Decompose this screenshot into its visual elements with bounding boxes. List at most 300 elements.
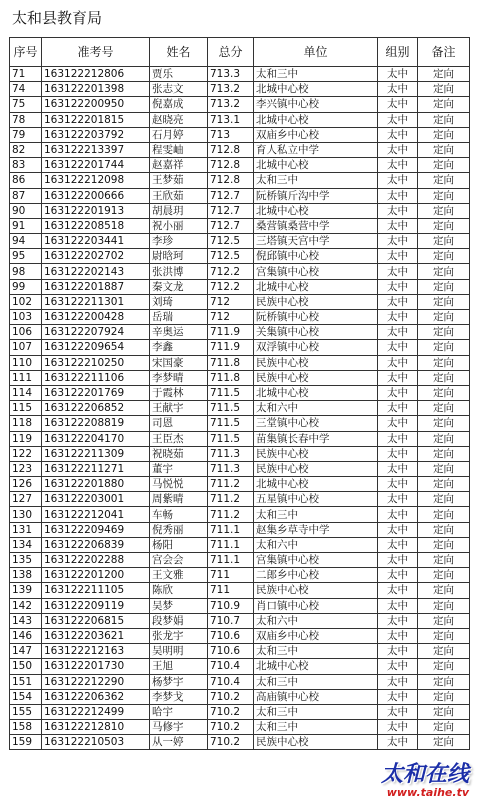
cell-exam-number: 163122201913	[42, 203, 150, 218]
cell-total-score: 712.8	[208, 173, 254, 188]
cell-unit: 民族中心校	[254, 735, 378, 750]
cell-seq: 103	[10, 310, 42, 325]
cell-exam-number: 163122208518	[42, 218, 150, 233]
cell-exam-number: 163122209469	[42, 522, 150, 537]
cell-note: 定向	[418, 628, 470, 643]
cell-seq: 86	[10, 173, 42, 188]
cell-note: 定向	[418, 310, 470, 325]
cell-unit: 民族中心校	[254, 461, 378, 476]
cell-group: 太中	[378, 264, 418, 279]
cell-exam-number: 163122202288	[42, 553, 150, 568]
cell-name: 倪秀丽	[150, 522, 208, 537]
cell-note: 定向	[418, 82, 470, 97]
table-row	[10, 735, 470, 750]
table-row	[10, 158, 470, 173]
cell-name: 张志文	[150, 82, 208, 97]
cell-note: 定向	[418, 477, 470, 492]
cell-total-score: 712.5	[208, 234, 254, 249]
cell-total-score: 711.3	[208, 446, 254, 461]
cell-name: 李鑫	[150, 340, 208, 355]
cell-name: 王欣茹	[150, 188, 208, 203]
table-row	[10, 568, 470, 583]
cell-seq: 135	[10, 553, 42, 568]
cell-unit: 太和六中	[254, 401, 378, 416]
cell-unit: 民族中心校	[254, 370, 378, 385]
table-body	[10, 67, 470, 750]
cell-total-score: 711.8	[208, 370, 254, 385]
cell-note: 定向	[418, 355, 470, 370]
cell-seq: 71	[10, 67, 42, 82]
cell-name: 马修宇	[150, 720, 208, 735]
cell-note: 定向	[418, 416, 470, 431]
cell-exam-number: 163122212290	[42, 674, 150, 689]
table-row	[10, 431, 470, 446]
cell-unit: 太和三中	[254, 644, 378, 659]
watermark-logo-text: 太和在线	[380, 762, 469, 787]
cell-group: 太中	[378, 279, 418, 294]
cell-group: 太中	[378, 461, 418, 476]
table-row	[10, 644, 470, 659]
cell-name: 杨阳	[150, 537, 208, 552]
cell-group: 太中	[378, 188, 418, 203]
cell-exam-number: 163122200428	[42, 310, 150, 325]
cell-unit: 阮桥镇斤沟中学	[254, 188, 378, 203]
table-row	[10, 112, 470, 127]
cell-seq: 150	[10, 659, 42, 674]
cell-name: 董宇	[150, 461, 208, 476]
table-row	[10, 628, 470, 643]
cell-name: 司恩	[150, 416, 208, 431]
cell-total-score: 711.1	[208, 522, 254, 537]
cell-exam-number: 163122209119	[42, 598, 150, 613]
cell-total-score: 712.2	[208, 264, 254, 279]
cell-group: 太中	[378, 294, 418, 309]
cell-total-score: 713.2	[208, 97, 254, 112]
cell-name: 祝晓茹	[150, 446, 208, 461]
cell-name: 杨梦宇	[150, 674, 208, 689]
cell-name: 石月婷	[150, 127, 208, 142]
cell-exam-number: 163122211105	[42, 583, 150, 598]
cell-seq: 155	[10, 704, 42, 719]
cell-note: 定向	[418, 583, 470, 598]
cell-exam-number: 163122209654	[42, 340, 150, 355]
cell-total-score: 713.1	[208, 112, 254, 127]
cell-exam-number: 163122212806	[42, 67, 150, 82]
cell-unit: 双浮镇中心校	[254, 340, 378, 355]
table-header-row	[10, 38, 470, 67]
cell-seq: 78	[10, 112, 42, 127]
cell-exam-number: 163122212810	[42, 720, 150, 735]
table-row	[10, 279, 470, 294]
cell-name: 吴梦	[150, 598, 208, 613]
cell-note: 定向	[418, 173, 470, 188]
table-row	[10, 370, 470, 385]
cell-note: 定向	[418, 279, 470, 294]
page-title: 太和县教育局	[12, 9, 103, 27]
cell-group: 太中	[378, 385, 418, 400]
cell-group: 太中	[378, 310, 418, 325]
cell-group: 太中	[378, 234, 418, 249]
cell-seq: 111	[10, 370, 42, 385]
cell-exam-number: 163122211301	[42, 294, 150, 309]
table-row	[10, 446, 470, 461]
cell-exam-number: 163122206362	[42, 689, 150, 704]
cell-exam-number: 163122210503	[42, 735, 150, 750]
cell-seq: 134	[10, 537, 42, 552]
cell-unit: 北城中心校	[254, 112, 378, 127]
table-row	[10, 689, 470, 704]
cell-exam-number: 163122212163	[42, 644, 150, 659]
cell-note: 定向	[418, 659, 470, 674]
cell-total-score: 710.2	[208, 735, 254, 750]
cell-note: 定向	[418, 689, 470, 704]
cell-group: 太中	[378, 67, 418, 82]
cell-exam-number: 163122203792	[42, 127, 150, 142]
cell-group: 太中	[378, 97, 418, 112]
cell-exam-number: 163122201744	[42, 158, 150, 173]
cell-unit: 太和三中	[254, 507, 378, 522]
cell-seq: 146	[10, 628, 42, 643]
cell-unit: 宫集镇中心校	[254, 264, 378, 279]
cell-total-score: 711.3	[208, 461, 254, 476]
table-row	[10, 598, 470, 613]
cell-group: 太中	[378, 628, 418, 643]
cell-group: 太中	[378, 249, 418, 264]
table-row	[10, 142, 470, 157]
cell-seq: 95	[10, 249, 42, 264]
cell-exam-number: 163122206839	[42, 537, 150, 552]
table-row	[10, 537, 470, 552]
cell-group: 太中	[378, 598, 418, 613]
cell-seq: 127	[10, 492, 42, 507]
cell-name: 赵嘉祥	[150, 158, 208, 173]
cell-exam-number: 163122208819	[42, 416, 150, 431]
cell-seq: 154	[10, 689, 42, 704]
cell-name: 张洪博	[150, 264, 208, 279]
cell-total-score: 712.7	[208, 203, 254, 218]
cell-group: 太中	[378, 537, 418, 552]
cell-note: 定向	[418, 294, 470, 309]
cell-group: 太中	[378, 644, 418, 659]
cell-note: 定向	[418, 142, 470, 157]
cell-group: 太中	[378, 492, 418, 507]
cell-group: 太中	[378, 401, 418, 416]
cell-group: 太中	[378, 674, 418, 689]
cell-name: 段梦娟	[150, 613, 208, 628]
header-unit: 单位	[254, 38, 378, 67]
cell-note: 定向	[418, 431, 470, 446]
cell-total-score: 710.6	[208, 644, 254, 659]
cell-group: 太中	[378, 689, 418, 704]
cell-seq: 99	[10, 279, 42, 294]
cell-total-score: 711.2	[208, 477, 254, 492]
cell-name: 从一婷	[150, 735, 208, 750]
cell-exam-number: 163122211309	[42, 446, 150, 461]
cell-seq: 106	[10, 325, 42, 340]
cell-unit: 育人私立中学	[254, 142, 378, 157]
table-row	[10, 613, 470, 628]
cell-seq: 118	[10, 416, 42, 431]
cell-name: 哈宇	[150, 704, 208, 719]
cell-group: 太中	[378, 340, 418, 355]
cell-group: 太中	[378, 735, 418, 750]
cell-name: 王文雅	[150, 568, 208, 583]
cell-total-score: 712.7	[208, 218, 254, 233]
cell-name: 尉晗珂	[150, 249, 208, 264]
cell-total-score: 710.2	[208, 704, 254, 719]
cell-note: 定向	[418, 461, 470, 476]
cell-total-score: 710.7	[208, 613, 254, 628]
cell-note: 定向	[418, 127, 470, 142]
cell-note: 定向	[418, 340, 470, 355]
cell-total-score: 711.9	[208, 340, 254, 355]
table-row	[10, 492, 470, 507]
cell-name: 宋国豪	[150, 355, 208, 370]
cell-group: 太中	[378, 416, 418, 431]
cell-name: 胡晨玥	[150, 203, 208, 218]
cell-exam-number: 163122203621	[42, 628, 150, 643]
admission-table	[9, 37, 470, 750]
cell-unit: 苗集镇长春中学	[254, 431, 378, 446]
cell-note: 定向	[418, 325, 470, 340]
cell-total-score: 712.5	[208, 249, 254, 264]
cell-exam-number: 163122202143	[42, 264, 150, 279]
cell-name: 李珍	[150, 234, 208, 249]
cell-group: 太中	[378, 370, 418, 385]
cell-group: 太中	[378, 522, 418, 537]
cell-seq: 74	[10, 82, 42, 97]
header-exam-number: 准考号	[42, 38, 150, 67]
table-row	[10, 294, 470, 309]
cell-group: 太中	[378, 158, 418, 173]
table-row	[10, 385, 470, 400]
cell-unit: 三堂镇中心校	[254, 416, 378, 431]
cell-seq: 98	[10, 264, 42, 279]
cell-unit: 民族中心校	[254, 446, 378, 461]
table-row	[10, 234, 470, 249]
cell-name: 李梦戈	[150, 689, 208, 704]
cell-note: 定向	[418, 522, 470, 537]
cell-unit: 双庙乡中心校	[254, 628, 378, 643]
cell-note: 定向	[418, 112, 470, 127]
table-row	[10, 67, 470, 82]
cell-total-score: 711.8	[208, 355, 254, 370]
cell-seq: 123	[10, 461, 42, 476]
cell-unit: 太和三中	[254, 704, 378, 719]
cell-seq: 138	[10, 568, 42, 583]
cell-exam-number: 163122200950	[42, 97, 150, 112]
cell-exam-number: 163122206852	[42, 401, 150, 416]
table-row	[10, 720, 470, 735]
cell-unit: 赵集乡草寺中学	[254, 522, 378, 537]
table-row	[10, 340, 470, 355]
cell-exam-number: 163122202702	[42, 249, 150, 264]
cell-unit: 太和六中	[254, 613, 378, 628]
cell-seq: 158	[10, 720, 42, 735]
cell-unit: 太和三中	[254, 720, 378, 735]
cell-group: 太中	[378, 431, 418, 446]
cell-total-score: 712.8	[208, 142, 254, 157]
cell-seq: 75	[10, 97, 42, 112]
cell-group: 太中	[378, 613, 418, 628]
cell-total-score: 712	[208, 310, 254, 325]
cell-note: 定向	[418, 264, 470, 279]
cell-name: 周紫晴	[150, 492, 208, 507]
table-row	[10, 659, 470, 674]
cell-exam-number: 163122211106	[42, 370, 150, 385]
cell-group: 太中	[378, 720, 418, 735]
cell-total-score: 713	[208, 127, 254, 142]
cell-seq: 82	[10, 142, 42, 157]
cell-unit: 民族中心校	[254, 583, 378, 598]
cell-name: 辛奥运	[150, 325, 208, 340]
cell-exam-number: 163122212041	[42, 507, 150, 522]
cell-group: 太中	[378, 704, 418, 719]
cell-seq: 159	[10, 735, 42, 750]
cell-note: 定向	[418, 67, 470, 82]
table-row	[10, 507, 470, 522]
table-row	[10, 674, 470, 689]
cell-seq: 94	[10, 234, 42, 249]
cell-note: 定向	[418, 188, 470, 203]
cell-group: 太中	[378, 477, 418, 492]
cell-seq: 91	[10, 218, 42, 233]
cell-unit: 肖口镇中心校	[254, 598, 378, 613]
cell-name: 王献宇	[150, 401, 208, 416]
cell-seq: 79	[10, 127, 42, 142]
cell-total-score: 710.2	[208, 689, 254, 704]
cell-name: 陈欣	[150, 583, 208, 598]
table-row	[10, 401, 470, 416]
table-row	[10, 522, 470, 537]
cell-total-score: 711	[208, 568, 254, 583]
cell-exam-number: 163122213397	[42, 142, 150, 157]
cell-group: 太中	[378, 173, 418, 188]
cell-seq: 130	[10, 507, 42, 522]
cell-exam-number: 163122212499	[42, 704, 150, 719]
cell-unit: 北城中心校	[254, 659, 378, 674]
cell-seq: 107	[10, 340, 42, 355]
cell-name: 王旭	[150, 659, 208, 674]
cell-exam-number: 163122201815	[42, 112, 150, 127]
cell-note: 定向	[418, 568, 470, 583]
cell-total-score: 711.9	[208, 325, 254, 340]
cell-note: 定向	[418, 249, 470, 264]
cell-total-score: 711.5	[208, 401, 254, 416]
table-row	[10, 188, 470, 203]
cell-note: 定向	[418, 507, 470, 522]
table-row	[10, 218, 470, 233]
table-row	[10, 583, 470, 598]
table-row	[10, 173, 470, 188]
watermark-url: www.taihe.tv	[386, 786, 469, 799]
cell-unit: 北城中心校	[254, 158, 378, 173]
cell-exam-number: 163122212098	[42, 173, 150, 188]
cell-unit: 高庙镇中心校	[254, 689, 378, 704]
table-row	[10, 325, 470, 340]
cell-total-score: 712	[208, 294, 254, 309]
table-row	[10, 553, 470, 568]
cell-seq: 114	[10, 385, 42, 400]
cell-name: 程雯岫	[150, 142, 208, 157]
cell-name: 王梦茹	[150, 173, 208, 188]
cell-exam-number: 163122201200	[42, 568, 150, 583]
cell-note: 定向	[418, 735, 470, 750]
cell-note: 定向	[418, 553, 470, 568]
cell-total-score: 711.5	[208, 431, 254, 446]
cell-name: 车畅	[150, 507, 208, 522]
cell-total-score: 710.6	[208, 628, 254, 643]
cell-seq: 147	[10, 644, 42, 659]
cell-group: 太中	[378, 112, 418, 127]
cell-name: 马悦悦	[150, 477, 208, 492]
cell-unit: 倪邱镇中心校	[254, 249, 378, 264]
cell-note: 定向	[418, 720, 470, 735]
cell-total-score: 712.7	[208, 188, 254, 203]
cell-total-score: 711	[208, 583, 254, 598]
cell-exam-number: 163122203441	[42, 234, 150, 249]
cell-exam-number: 163122207924	[42, 325, 150, 340]
header-group: 组别	[378, 38, 418, 67]
cell-unit: 太和三中	[254, 674, 378, 689]
table-row	[10, 704, 470, 719]
cell-exam-number: 163122210250	[42, 355, 150, 370]
cell-exam-number: 163122211271	[42, 461, 150, 476]
cell-seq: 131	[10, 522, 42, 537]
cell-note: 定向	[418, 704, 470, 719]
cell-unit: 北城中心校	[254, 477, 378, 492]
cell-name: 赵晓亮	[150, 112, 208, 127]
cell-group: 太中	[378, 507, 418, 522]
cell-total-score: 711.1	[208, 553, 254, 568]
cell-seq: 83	[10, 158, 42, 173]
cell-group: 太中	[378, 446, 418, 461]
cell-note: 定向	[418, 401, 470, 416]
cell-name: 倪嘉成	[150, 97, 208, 112]
cell-group: 太中	[378, 127, 418, 142]
cell-unit: 三塔镇天宫中学	[254, 234, 378, 249]
cell-seq: 126	[10, 477, 42, 492]
cell-group: 太中	[378, 142, 418, 157]
table-row	[10, 416, 470, 431]
cell-total-score: 711.5	[208, 385, 254, 400]
cell-seq: 142	[10, 598, 42, 613]
cell-unit: 太和三中	[254, 67, 378, 82]
cell-exam-number: 163122201880	[42, 477, 150, 492]
cell-exam-number: 163122206815	[42, 613, 150, 628]
cell-group: 太中	[378, 325, 418, 340]
header-note: 备注	[418, 38, 470, 67]
cell-note: 定向	[418, 203, 470, 218]
cell-total-score: 713.2	[208, 82, 254, 97]
cell-unit: 北城中心校	[254, 385, 378, 400]
header-name: 姓名	[150, 38, 208, 67]
table-row	[10, 82, 470, 97]
cell-exam-number: 163122201398	[42, 82, 150, 97]
cell-group: 太中	[378, 659, 418, 674]
cell-unit: 关集镇中心校	[254, 325, 378, 340]
cell-note: 定向	[418, 234, 470, 249]
cell-total-score: 711.2	[208, 507, 254, 522]
cell-seq: 102	[10, 294, 42, 309]
cell-seq: 139	[10, 583, 42, 598]
cell-unit: 桑营镇桑营中学	[254, 218, 378, 233]
cell-seq: 115	[10, 401, 42, 416]
cell-exam-number: 163122204170	[42, 431, 150, 446]
cell-total-score: 710.9	[208, 598, 254, 613]
table-row	[10, 264, 470, 279]
site-watermark	[381, 763, 469, 799]
